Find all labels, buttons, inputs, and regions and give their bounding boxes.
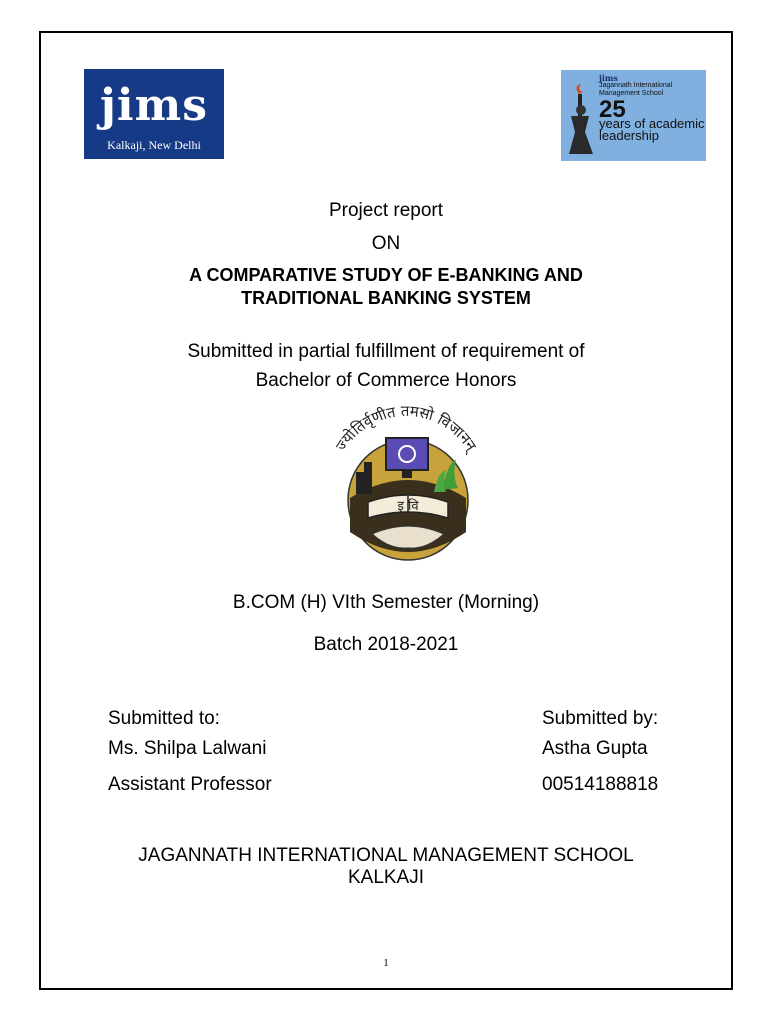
university-seal bbox=[316, 402, 496, 562]
school-line-1: JAGANNATH INTERNATIONAL MANAGEMENT SCHOOL bbox=[138, 845, 634, 866]
logo-school-name: Jagannath International Management School bbox=[599, 82, 673, 97]
title-line-2: TRADITIONAL BANKING SYSTEM bbox=[241, 288, 531, 308]
on-label: ON bbox=[371, 233, 401, 254]
batch-text: Batch 2018-2021 bbox=[313, 634, 459, 655]
submission-line-1: Submitted in partial fulfillment of requirement of bbox=[187, 341, 585, 362]
submitted-to-block bbox=[108, 704, 272, 800]
logo-small-brand: jims bbox=[599, 73, 618, 83]
supervisor-name: Ms. Shilpa Lalwani bbox=[108, 738, 267, 759]
submission-line-2: Bachelor of Commerce Honors bbox=[255, 370, 517, 391]
submitted-to-heading: Submitted to: bbox=[108, 708, 220, 729]
student-roll-number: 00514188818 bbox=[542, 774, 659, 795]
logo-brand-text: jims bbox=[100, 80, 208, 131]
seal-motto-text: ज्योतिर्वृणीत तमसो विजानन् bbox=[331, 402, 481, 455]
logo-anniversary-number: 25 bbox=[599, 96, 626, 123]
student-name: Astha Gupta bbox=[542, 738, 648, 759]
torch-figure-icon bbox=[565, 84, 597, 158]
page-number: 1 bbox=[383, 957, 389, 969]
logo-tagline: years of academic leadership bbox=[599, 116, 705, 143]
jims-logo-left bbox=[84, 69, 224, 159]
school-name bbox=[40, 845, 732, 889]
logo-location-text: Kalkaji, New Delhi bbox=[107, 138, 201, 152]
submitted-by-block bbox=[542, 704, 658, 800]
seal-letters: इ वि bbox=[397, 499, 419, 514]
submitted-by-heading: Submitted by: bbox=[542, 708, 659, 729]
report-title bbox=[40, 264, 732, 310]
jims-25-years-logo bbox=[561, 70, 706, 161]
course-text: B.COM (H) VIth Semester (Morning) bbox=[232, 592, 540, 613]
school-line-2: KALKAJI bbox=[347, 867, 425, 888]
report-label: Project report bbox=[328, 200, 444, 221]
submission-statement bbox=[40, 337, 732, 395]
supervisor-designation: Assistant Professor bbox=[108, 774, 272, 795]
title-line-1: A COMPARATIVE STUDY OF E-BANKING AND bbox=[189, 265, 583, 285]
